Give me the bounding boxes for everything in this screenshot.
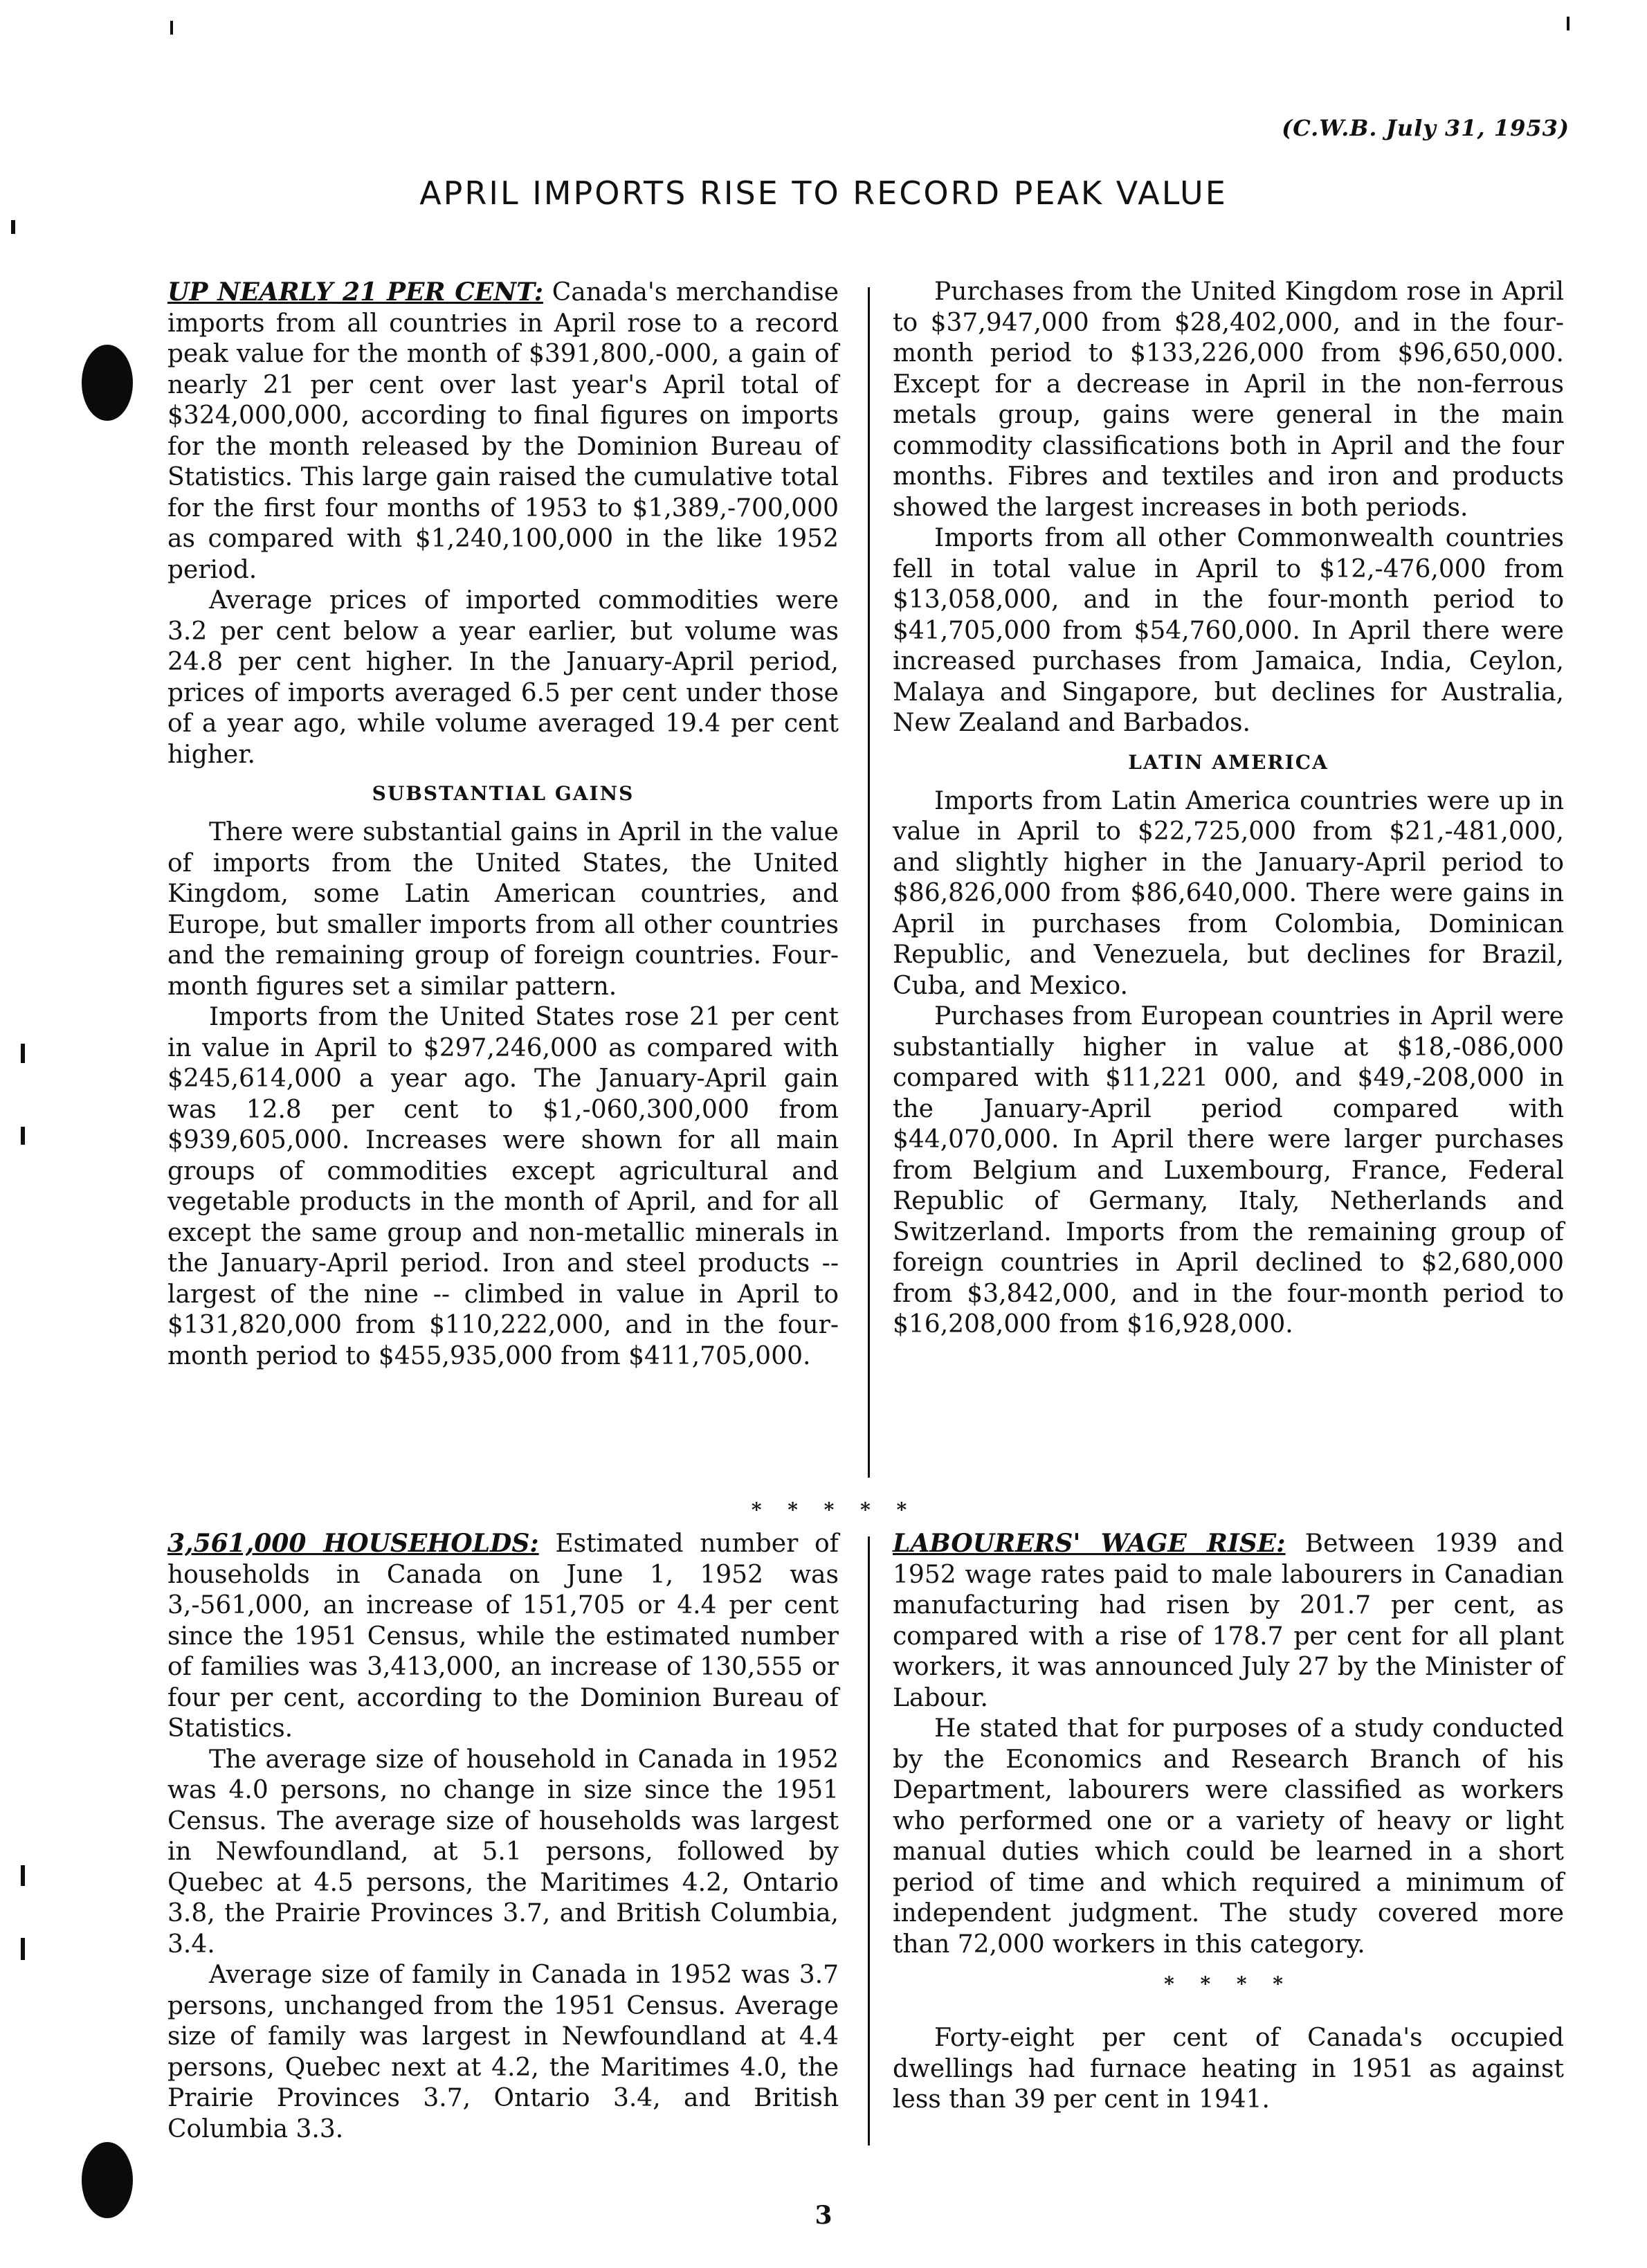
article-imports-left <box>167 277 839 1372</box>
article-lead: LABOURERS' WAGE RISE: <box>893 1529 1286 1558</box>
article-lead: 3,561,000 HOUSEHOLDS: <box>167 1529 539 1558</box>
paragraph-text: Between 1939 and 1952 wage rates paid to male labourers in Canadian manufacturing had risen by 201.7 per cent, as compared with a rise of 178.7 per cent for all plant workers, it was announced July 27 by the Minister of Labour. <box>893 1530 1564 1712</box>
article-paragraph: Imports from all other Commonwealth countries fell in total value in April to $12,-476,000 from $13,058,000, and in the four-month period to $41,705,000 from $54,760,000. In April there were increased purchases from Jamaica, India, Ceylon, Malaya and Singapore, but declines for Australia, New Zealand and Barbados. <box>893 524 1564 737</box>
article-imports-right <box>893 277 1564 1341</box>
article-paragraph: There were substantial gains in April in the value of imports from the United States, the United Kingdom, some Latin American countries, and Europe, but smaller imports from all other countries and the remaining group of foreign countries. Four-month figures set a similar pattern. <box>167 818 839 1001</box>
article-paragraph: Forty-eight per cent of Canada's occupied dwellings had furnace heating in 1951 as against less than 39 per cent in 1941. <box>893 2024 1564 2114</box>
margin-mark <box>21 1044 25 1063</box>
article-paragraph: Average prices of imported commodities were 3.2 per cent below a year earlier, but volume was 24.8 per cent higher. In the January-April period, prices of imports averaged 6.5 per cent under those of a year ago, while volume averaged 19.4 per cent higher. <box>167 586 839 769</box>
margin-mark <box>11 220 15 234</box>
article-paragraph <box>893 1528 1564 1714</box>
article-paragraph: Purchases from European countries in April were substantially higher in value at $18,-086,000 compared with $11,221 000, and $49,-208,000 in the January-April period compared with $44,070,000. In April there were larger purchases from Belgium and Luxembourg, France, Federal Republic of Germany, Italy, Netherlands and Switzerland. Imports from the remaining group of foreign countries in April declined to $2,680,000 from $3,842,000, and in the four-month period to $16,208,000 from $16,928,000. <box>893 1002 1564 1339</box>
article-households <box>167 1528 839 2145</box>
page-number: 3 <box>815 2201 832 2230</box>
section-subheading: LATIN AMERICA <box>1128 750 1329 774</box>
top-edge-mark <box>170 21 173 35</box>
margin-mark <box>21 1127 25 1145</box>
article-paragraph: He stated that for purposes of a study conducted by the Economics and Research Branch of his Department, labourers were classified as workers who performed one or a variety of heavy or light manual duties which could be learned in a short period of time and which required a minimum of independent judgment. The study covered more than 72,000 workers in this category. <box>893 1714 1564 1959</box>
article-paragraph: Average size of family in Canada in 1952 was 3.7 persons, unchanged from the 1951 Census. Average size of family was largest in Newfoundland at 4.4 persons, Quebec next at 4.2, the Maritimes 4.0, the Prairie Provinces 3.7, Ontario 3.4, and British Columbia 3.3. <box>167 1961 839 2143</box>
paragraph-text: Canada's merchandise imports from all countries in April rose to a record peak value for the month of $391,800,-000, a gain of nearly 21 per cent over last year's April total of $324,000,000, according to final figures on imports for the month released by the Dominion Bureau of Statistics. This large gain raised the cumulative total for the first four months of 1953 to $1,389,-700,000 as compared with $1,240,100,000 in the like 1952 period. <box>167 278 839 584</box>
article-separator: * * * * * <box>751 1498 917 1521</box>
margin-mark <box>21 1938 25 1960</box>
article-wages <box>893 1528 1564 2116</box>
section-subheading: SUBSTANTIAL GAINS <box>372 782 635 805</box>
page-title: APRIL IMPORTS RISE TO RECORD PEAK VALUE <box>419 174 1228 212</box>
article-lead: UP NEARLY 21 PER CENT: <box>167 278 543 307</box>
article-paragraph <box>167 277 839 586</box>
publication-reference: (C.W.B. July 31, 1953) <box>1282 115 1569 141</box>
column-divider <box>868 1536 870 2145</box>
article-paragraph: Purchases from the United Kingdom rose in April to $37,947,000 from $28,402,000, and in the four-month period to $133,226,000 from $96,650,000. Except for a decrease in April in the non-ferrous metals group, gains were general in the main commodity classifications both in April and the four months. Fibres and textiles and iron and products showed the largest increases in both periods. <box>893 278 1564 522</box>
article-separator: * * * * <box>1164 1972 1293 1995</box>
article-paragraph: Imports from Latin America countries were up in value in April to $22,725,000 from $21,-481,000, and slightly higher in the January-April period to $86,826,000 from $86,640,000. There were gains in April in purchases from Colombia, Dominican Republic, and Venezuela, but declines for Brazil, Cuba, and Mexico. <box>893 786 1564 1000</box>
paragraph-text: Estimated number of households in Canada on June 1, 1952 was 3,-561,000, an increase of 151,705 or 4.4 per cent since the 1951 Census, while the estimated number of families was 3,413,000, an increase of 130,555 or four per cent, according to the Dominion Bureau of Statistics. <box>167 1530 839 1743</box>
article-paragraph <box>167 1528 839 1745</box>
article-paragraph: The average size of household in Canada in 1952 was 4.0 persons, no change in size since the 1951 Census. The average size of households was largest in Newfoundland, at 5.1 persons, followed by Quebec at 4.5 persons, the Maritimes 4.2, Ontario 3.8, the Prairie Provinces 3.7, and British Columbia, 3.4. <box>167 1745 839 1959</box>
top-edge-mark <box>1567 17 1569 30</box>
article-paragraph: Imports from the United States rose 21 per cent in value in April to $297,246,000 as compared with $245,614,000 a year ago. The January-April gain was 12.8 per cent to $1,-060,300,000 from $939,605,000. Increases were shown for all main groups of commodities except agricultural and vegetable products in the month of April, and for all except the same group and non-metallic minerals in the January-April period. Iron and steel products -- largest of the nine -- climbed in value in April to $131,820,000 from $110,222,000, and in the four-month period to $455,935,000 from $411,705,000. <box>167 1003 839 1370</box>
margin-mark <box>21 1865 25 1886</box>
punch-hole-top <box>82 345 133 421</box>
column-divider <box>868 287 870 1478</box>
